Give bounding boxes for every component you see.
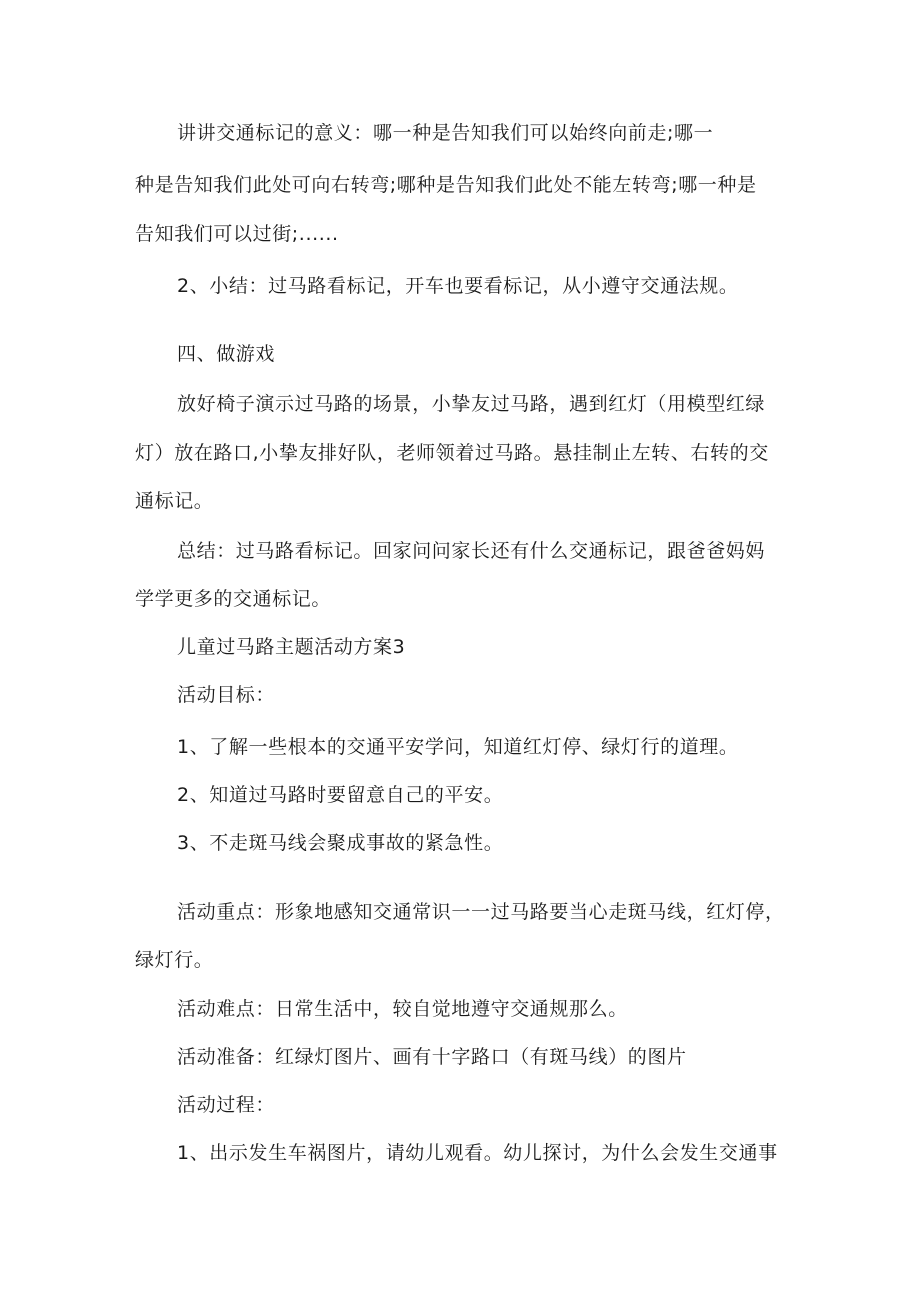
paragraph-line: 告知我们可以过街;...... <box>135 223 339 245</box>
paragraph-line: 讲讲交通标记的意义：哪一种是告知我们可以始终向前走;哪一 <box>177 122 714 144</box>
subheading: 活动目标： <box>177 684 276 706</box>
paragraph-line: 灯）放在路口,小挚友排好队，老师领着过马路。悬挂制止左转、右转的交 <box>135 442 769 464</box>
section-heading: 四、做游戏 <box>177 343 276 365</box>
paragraph-line: 绿灯行。 <box>135 949 214 971</box>
paragraph-line: 种是告知我们此处可向右转弯;哪种是告知我们此处不能左转弯;哪一种是 <box>135 174 757 196</box>
list-item: 3、不走斑马线会聚成事故的紧急性。 <box>177 832 504 854</box>
paragraph-line: 总结：过马路看标记。回家问问家长还有什么交通标记，跟爸爸妈妈 <box>177 540 766 562</box>
paragraph-line: 学学更多的交通标记。 <box>135 588 332 610</box>
list-item: 1、了解一些根本的交通平安学问，知道红灯停、绿灯行的道理。 <box>177 736 739 758</box>
subheading: 活动过程： <box>177 1094 276 1116</box>
paragraph-line: 活动难点：日常生活中，较自觉地遵守交通规那么。 <box>177 998 628 1020</box>
paragraph-line: 放好椅子演示过马路的场景，小挚友过马路，遇到红灯（用模型红绿 <box>177 393 766 415</box>
paragraph-line: 活动重点：形象地感知交通常识一一过马路要当心走斑马线，红灯停， <box>177 901 785 923</box>
section-title: 儿童过马路主题活动方案3 <box>177 636 406 658</box>
list-item: 2、小结：过马路看标记，开车也要看标记，从小遵守交通法规。 <box>177 275 739 297</box>
list-item: 2、知道过马路时要留意自己的平安。 <box>177 784 504 806</box>
paragraph-line: 通标记。 <box>135 490 214 512</box>
list-item: 1、出示发生车祸图片，请幼儿观看。幼儿探讨，为什么会发生交通事 <box>177 1142 778 1164</box>
paragraph-line: 活动准备：红绿灯图片、画有十字路口（有斑马线）的图片 <box>177 1046 687 1068</box>
